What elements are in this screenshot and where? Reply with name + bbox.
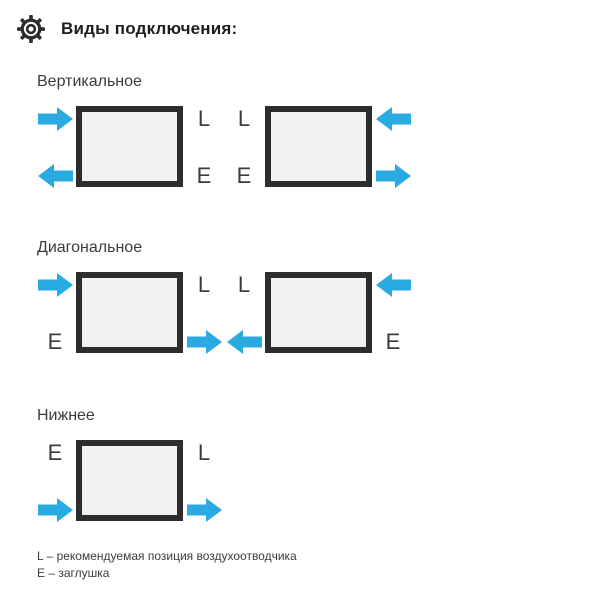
plug-label: E	[196, 163, 212, 188]
flow-arrow-left-icon	[376, 273, 411, 297]
diagram-side-column	[226, 272, 262, 355]
diagram-side-column	[37, 272, 73, 355]
port-slot	[375, 330, 411, 354]
flow-arrow-right-icon	[38, 498, 73, 522]
plug-label: E	[47, 440, 63, 465]
air-vent-position-label: L	[197, 106, 211, 131]
air-vent-position-label: L	[197, 440, 211, 465]
port-slot	[37, 273, 73, 297]
diagram-side-column	[37, 440, 73, 523]
connection-section	[37, 72, 411, 189]
section-title: Нижнее	[37, 407, 95, 424]
section-title: Диагональное	[37, 239, 143, 256]
diagram-side-column	[186, 272, 222, 355]
flow-arrow-left-icon	[38, 164, 73, 188]
legend-line-plug: E – заглушка	[37, 566, 110, 580]
port-slot	[186, 441, 222, 465]
radiator-connection-diagram	[37, 106, 222, 189]
air-vent-position-label: L	[237, 106, 251, 131]
flow-arrow-right-icon	[187, 498, 222, 522]
plug-label: E	[385, 329, 401, 354]
section-title: Вертикальное	[37, 73, 142, 90]
diagram-side-column	[375, 106, 411, 189]
connection-section	[37, 238, 411, 355]
legend	[37, 548, 297, 582]
port-slot	[186, 107, 222, 131]
port-slot	[226, 330, 262, 354]
flow-arrow-left-icon	[227, 330, 262, 354]
port-slot	[37, 330, 73, 354]
radiator-box	[265, 272, 372, 353]
port-slot	[37, 498, 73, 522]
port-slot	[186, 273, 222, 297]
port-slot	[186, 498, 222, 522]
plug-label: E	[47, 329, 63, 354]
port-slot	[37, 164, 73, 188]
air-vent-position-label: L	[237, 272, 251, 297]
flow-arrow-right-icon	[38, 107, 73, 131]
radiator-box	[76, 272, 183, 353]
diagram-row	[37, 440, 222, 523]
diagram-side-column	[226, 106, 262, 189]
diagram-side-column	[186, 440, 222, 523]
flow-arrow-right-icon	[376, 164, 411, 188]
diagram-side-column	[375, 272, 411, 355]
flow-arrow-right-icon	[38, 273, 73, 297]
port-slot	[226, 273, 262, 297]
connection-section	[37, 406, 222, 523]
diagram-side-column	[186, 106, 222, 189]
port-slot	[37, 441, 73, 465]
radiator-connection-diagram	[37, 272, 222, 355]
port-slot	[186, 330, 222, 354]
flow-arrow-left-icon	[376, 107, 411, 131]
port-slot	[375, 164, 411, 188]
port-slot	[186, 164, 222, 188]
diagram-row	[37, 106, 411, 189]
radiator-box	[76, 106, 183, 187]
port-slot	[226, 164, 262, 188]
radiator-connection-diagram	[37, 440, 222, 523]
port-slot	[375, 107, 411, 131]
radiator-box	[76, 440, 183, 521]
legend-line-air-vent: L – рекомендуемая позиция воздухоотводчика	[37, 549, 297, 563]
radiator-connection-diagram	[226, 106, 411, 189]
flow-arrow-right-icon	[187, 330, 222, 354]
port-slot	[375, 273, 411, 297]
plug-label: E	[236, 163, 252, 188]
radiator-connection-diagram	[226, 272, 411, 355]
port-slot	[226, 107, 262, 131]
diagram-side-column	[37, 106, 73, 189]
radiator-box	[265, 106, 372, 187]
page-title: Виды подключения:	[61, 19, 238, 38]
diagram-row	[37, 272, 411, 355]
port-slot	[37, 107, 73, 131]
air-vent-position-label: L	[197, 272, 211, 297]
